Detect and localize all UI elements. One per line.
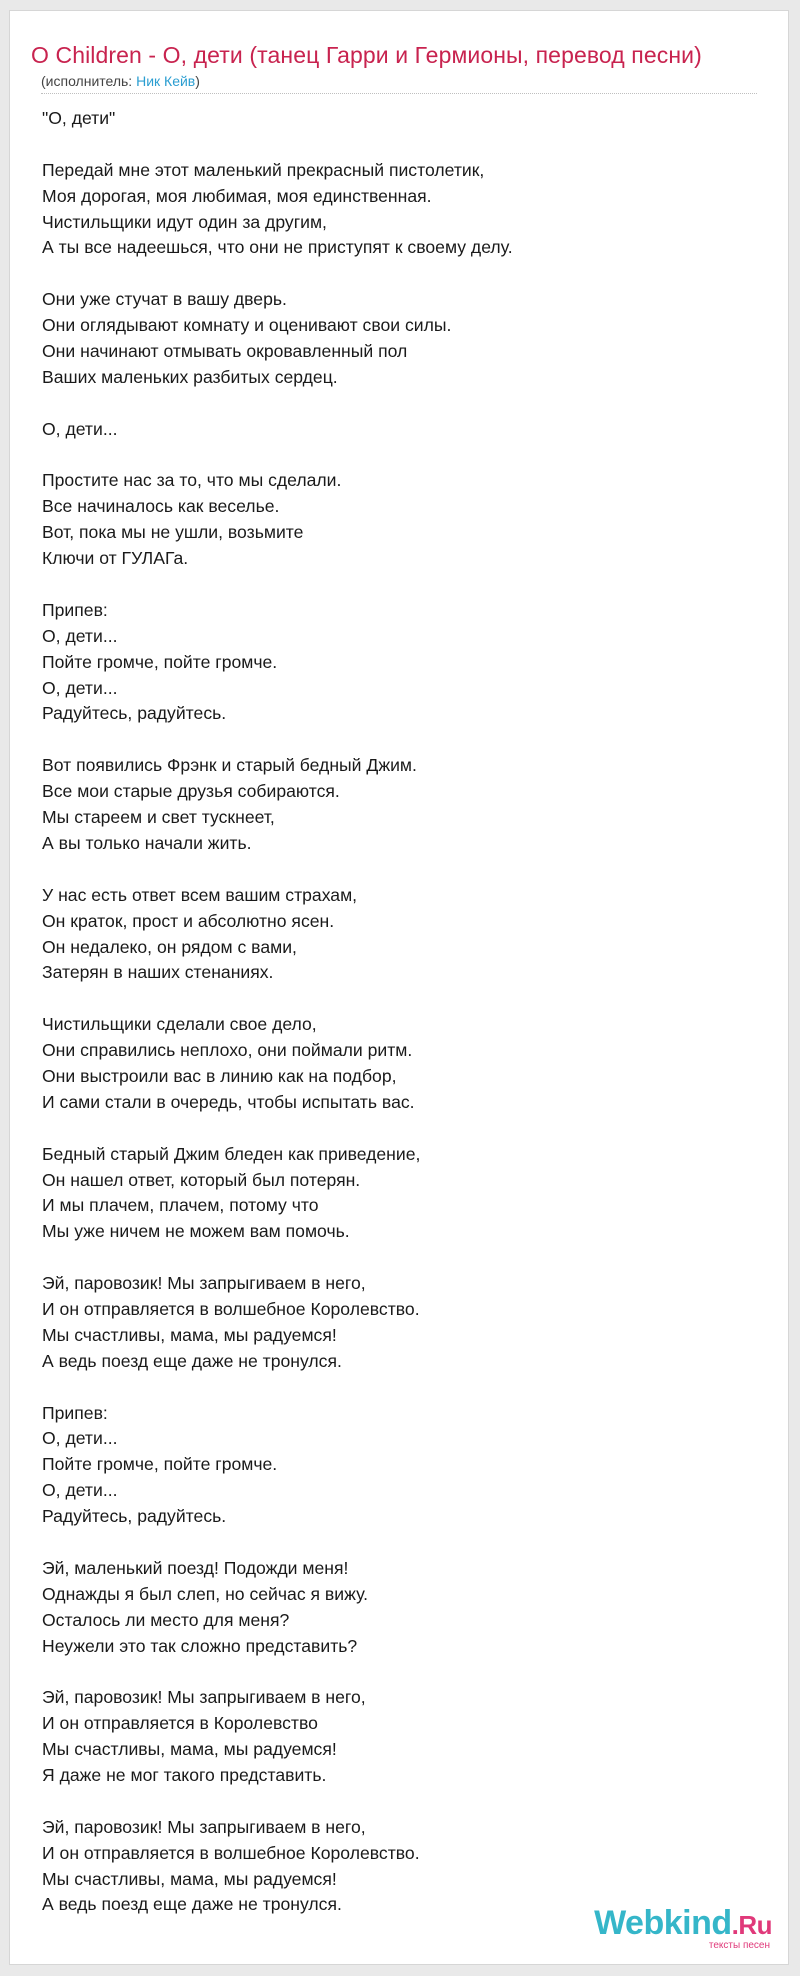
lyric-line: Ваших маленьких разбитых сердец. (42, 366, 338, 387)
lyric-line: Пойте громче, пойте громче. (42, 1454, 278, 1475)
lyric-line: А вы только начали жить. (42, 832, 252, 853)
lyric-line: Он недалеко, он рядом с вами, (42, 936, 297, 957)
lyric-line: Они выстроили вас в линию как на подбор, (42, 1065, 397, 1086)
lyric-line: Они справились неплохо, они поймали ритм. (42, 1040, 413, 1061)
lyric-line: Осталось ли место для меня? (42, 1609, 290, 1630)
title-divider (41, 93, 757, 94)
stanza-break (42, 572, 742, 598)
stanza-break (42, 1116, 742, 1142)
lyric-line: А ведь поезд еще даже не тронулся. (42, 1350, 342, 1371)
logo-brand: Webkind (594, 1904, 732, 1942)
lyric-line: Они уже стучат в вашу дверь. (42, 289, 287, 310)
lyric-line: И мы плачем, плачем, потому что (42, 1195, 319, 1216)
lyric-line: Чистильщики идут один за другим, (42, 211, 327, 232)
stanza-break (42, 1245, 742, 1271)
lyric-line: Эй, паровозик! Мы запрыгиваем в него, (42, 1687, 366, 1708)
lyric-line: Вот, пока мы не ушли, возьмите (42, 522, 304, 543)
lyric-line: Неужели это так сложно представить? (42, 1635, 358, 1656)
lyric-line: Мы счастливы, мама, мы радуемся! (42, 1868, 337, 1889)
lyric-line: Они оглядывают комнату и оценивают свои силы. (42, 315, 452, 336)
lyric-line: Ключи от ГУЛАГа. (42, 548, 189, 569)
lyric-line: Они начинают отмывать окровавленный пол (42, 341, 408, 362)
logo-tagline: тексты песен (708, 1940, 770, 1951)
logo-tld: .Ru (731, 1910, 772, 1940)
logo-wordmark (594, 1906, 772, 1942)
lyric-line: Однажды я был слеп, но сейчас я вижу. (42, 1583, 368, 1604)
lyric-line: Он нашел ответ, который был потерян. (42, 1169, 361, 1190)
stanza-break (42, 132, 742, 158)
lyric-line: "О, дети" (42, 108, 116, 128)
lyric-line: А ведь поезд еще даже не тронулся. (42, 1894, 342, 1915)
lyric-line: О, дети... (42, 1480, 118, 1501)
lyric-line: Передай мне этот маленький прекрасный пистолетик, (42, 159, 485, 180)
artist-link[interactable]: Ник Кейв (136, 73, 196, 89)
lyric-line: О, дети... (42, 625, 118, 646)
lyric-line: Пойте громче, пойте громче. (42, 651, 278, 672)
lyric-line: Припев: (42, 1402, 108, 1423)
lyric-line: О, дети... (42, 418, 118, 439)
lyric-line: Эй, маленький поезд! Подожди меня! (42, 1557, 349, 1578)
stanza-break (42, 261, 742, 287)
lyric-line: И он отправляется в Королевство (42, 1713, 318, 1734)
lyric-line: И сами стали в очередь, чтобы испытать вас. (42, 1091, 415, 1112)
lyric-line: Припев: (42, 599, 108, 620)
lyric-line: Чистильщики сделали свое дело, (42, 1014, 317, 1035)
lyric-line: Мы счастливы, мама, мы радуемся! (42, 1324, 337, 1345)
lyric-line: Все мои старые друзья собираются. (42, 781, 340, 802)
stanza-break (42, 1659, 742, 1685)
lyric-line: Бедный старый Джим бледен как приведение, (42, 1143, 421, 1164)
lyric-line: Он краток, прост и абсолютно ясен. (42, 910, 335, 931)
page-title: O Children - О, дети (танец Гарри и Гермионы, перевод песни) (31, 42, 702, 68)
lyric-line: Я даже не мог такого представить. (42, 1765, 327, 1785)
lyric-line: Моя дорогая, моя любимая, моя единственная. (42, 185, 432, 206)
stanza-break (42, 727, 742, 753)
lyrics-text (42, 106, 742, 1918)
lyric-line: А ты все надеешься, что они не приступят к своему делу. (42, 237, 513, 258)
artist-line (41, 73, 200, 89)
lyric-line: О, дети... (42, 677, 118, 698)
lyric-line: Мы уже ничем не можем вам помочь. (42, 1221, 350, 1242)
webkind-logo[interactable] (594, 1906, 772, 1951)
lyric-line: У нас есть ответ всем вашим страхам, (42, 884, 358, 905)
stanza-break (42, 391, 742, 417)
lyric-line: И он отправляется в волшебное Королевство. (42, 1298, 420, 1319)
artist-suffix: ) (195, 73, 200, 89)
artist-prefix: (исполнитель: (41, 73, 137, 89)
stanza-break (42, 1789, 742, 1815)
lyric-line: Все начиналось как веселье. (42, 496, 280, 517)
lyric-line: Мы счастливы, мама, мы радуемся! (42, 1739, 337, 1760)
lyric-line: Эй, паровозик! Мы запрыгиваем в него, (42, 1816, 366, 1837)
lyric-line: Мы стареем и свет тускнеет, (42, 807, 275, 828)
stanza-break (42, 1375, 742, 1401)
lyric-line: Радуйтесь, радуйтесь. (42, 703, 227, 724)
stanza-break (42, 443, 742, 469)
lyric-line: И он отправляется в волшебное Королевство. (42, 1842, 420, 1863)
lyric-line: Простите нас за то, что мы сделали. (42, 470, 342, 491)
lyric-line: Радуйтесь, радуйтесь. (42, 1506, 227, 1527)
stanza-break (42, 857, 742, 883)
stanza-break (42, 1530, 742, 1556)
stanza-break (42, 986, 742, 1012)
lyric-line: О, дети... (42, 1428, 118, 1449)
lyric-line: Вот появились Фрэнк и старый бедный Джим. (42, 755, 417, 776)
lyric-line: Затерян в наших стенаниях. (42, 962, 274, 983)
lyric-line: Эй, паровозик! Мы запрыгиваем в него, (42, 1273, 366, 1294)
